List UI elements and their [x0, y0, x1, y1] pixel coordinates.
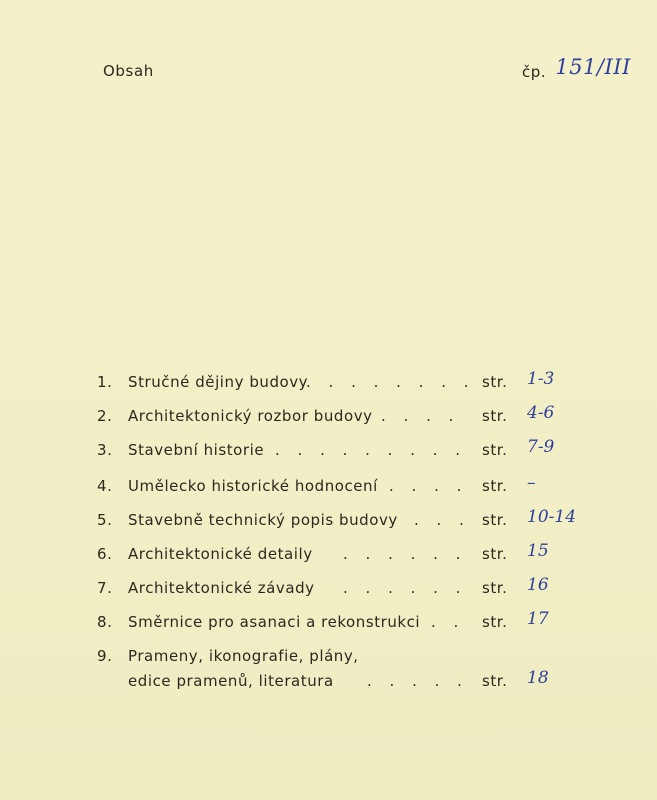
toc-item: [97, 647, 597, 669]
toc-item-number: 2.: [97, 407, 113, 425]
toc-item-leader: . . .: [414, 511, 471, 529]
toc-item-str-label: str.: [482, 373, 508, 391]
toc-item-number: 1.: [97, 373, 113, 391]
toc-item-number: 5.: [97, 511, 113, 529]
toc-item-title: Umělecko historické hodnocení: [128, 477, 378, 495]
toc-item-leader: . . . . . .: [343, 579, 467, 597]
toc-item-number: 3.: [97, 441, 113, 459]
toc-item-str-label: str.: [482, 477, 508, 495]
reference-handwritten: 151/III: [555, 55, 631, 79]
toc-item-number: 8.: [97, 613, 113, 631]
toc-item-continuation: [97, 668, 597, 694]
toc-item: [97, 575, 597, 601]
toc-item: [97, 507, 597, 533]
toc-item-pages: 17: [527, 609, 549, 629]
toc-item-pages: 16: [527, 575, 549, 595]
toc-item-str-label: str.: [482, 545, 508, 563]
toc-item-leader: . . . . . . . . .: [275, 441, 467, 459]
toc-item-title: Architektonické závady: [128, 579, 315, 597]
toc-item-number: 9.: [97, 647, 113, 665]
toc-item-title: Stručné dějiny budovy: [128, 373, 309, 391]
toc-item-title: Stavební historie: [128, 441, 265, 459]
toc-item-leader: . . . . . . . .: [306, 373, 476, 391]
toc-item-title: Stavebně technický popis budovy: [128, 511, 398, 529]
toc-item-pages: 7-9: [527, 437, 555, 457]
toc-item-pages: 18: [527, 668, 549, 688]
toc-item-leader: . .: [431, 613, 465, 631]
toc-item-number: 4.: [97, 477, 113, 495]
toc-item: [97, 369, 597, 395]
toc-item-leader: . . . . . .: [343, 545, 467, 563]
toc-item: [97, 437, 597, 463]
toc-item-number: 6.: [97, 545, 113, 563]
toc-item-pages: 1-3: [527, 369, 555, 389]
toc-item-str-label: str.: [482, 511, 508, 529]
page-heading: Obsah: [103, 62, 154, 80]
toc-item-str-label: str.: [482, 613, 508, 631]
toc-item: [97, 541, 597, 567]
toc-item-pages: 15: [527, 541, 549, 561]
toc-item-pages: 10-14: [527, 507, 577, 527]
toc-item-str-label: str.: [482, 407, 508, 425]
toc-item: [97, 403, 597, 429]
toc-item-str-label: str.: [482, 672, 508, 690]
toc-item-title: Architektonický rozbor budovy: [128, 407, 373, 425]
toc-item-number: 7.: [97, 579, 113, 597]
toc-item-leader: . . . .: [389, 477, 468, 495]
toc-item: [97, 609, 597, 635]
toc-item-title: Směrnice pro asanaci a rekonstrukci: [128, 613, 421, 631]
toc-item-title-line2: edice pramenů, literatura: [128, 672, 334, 690]
toc-item: [97, 473, 597, 499]
toc-item-str-label: str.: [482, 441, 508, 459]
toc-item-title: Architektonické detaily: [128, 545, 313, 563]
toc-item-pages: 4-6: [527, 403, 555, 423]
toc-item-str-label: str.: [482, 579, 508, 597]
toc-item-pages: –: [527, 473, 536, 493]
reference-label: čp.: [522, 63, 547, 81]
toc-item-leader: . . . .: [381, 407, 460, 425]
toc-item-title: Prameny, ikonografie, plány,: [128, 647, 359, 665]
toc-item-leader: . . . . .: [367, 672, 469, 690]
